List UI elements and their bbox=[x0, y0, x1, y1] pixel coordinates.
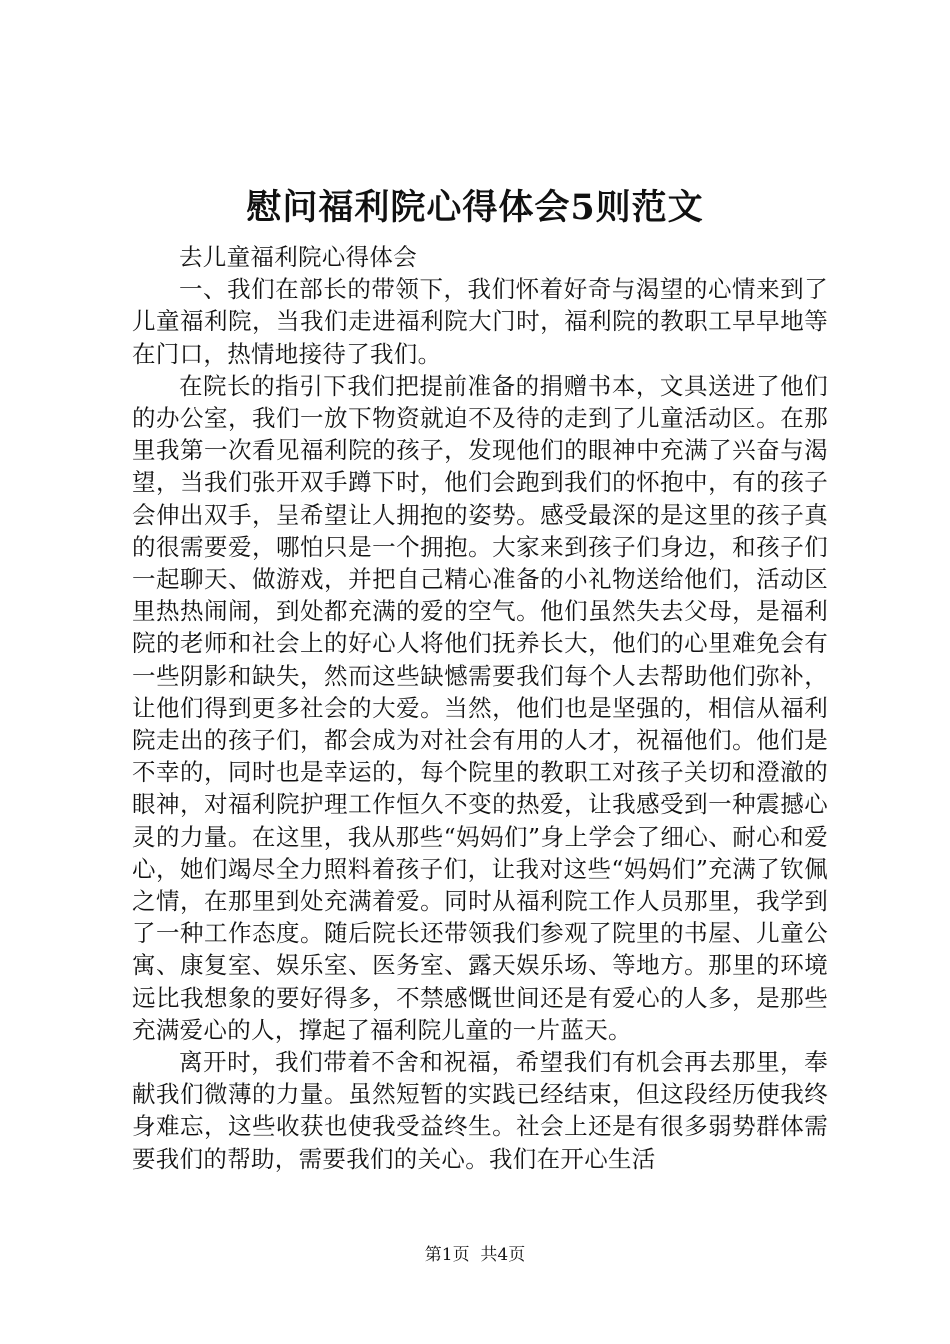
paragraph: 在院长的指引下我们把提前准备的捐赠书本，文具送进了他们的办公室，我们一放下物资就迫不及待的走到了儿童活动区。在那里我第一次看见福利院的孩子，发现他们的眼神中充满了兴奋与渴望，当我们张开双手蹲下时，他们会跑到我们的怀抱中，有的孩子会伸出双手，呈希望让人拥抱的姿势。感受最深的是这里的孩子真的很需要爱，哪怕只是一个拥抱。大家来到孩子们身边，和孩子们一起聊天、做游戏，并把自己精心准备的小礼物送给他们，活动区里热热闹闹，到处都充满的爱的空气。他们虽然失去父母，是福利院的老师和社会上的好心人将他们抚养长大，他们的心里难免会有一些阴影和缺失，然而这些缺憾需要我们每个人去帮助他们弥补，让他们得到更多社会的大爱。当然，他们也是坚强的，相信从福利院走出的孩子们，都会成为对社会有用的人才，祝福他们。他们是不幸的，同时也是幸运的，每个院里的教职工对孩子关切和澄澈的眼神，对福利院护理工作恒久不变的热爱，让我感受到一种震撼心灵的力量。在这里，我从那些“妈妈们”身上学会了细心、耐心和爱心，她们竭尽全力照料着孩子们，让我对这些“妈妈们”充满了钦佩之情，在那里到处充满着爱。同时从福利院工作人员那里，我学到了一种工作态度。随后院长还带领我们参观了院里的书屋、儿童公寓、康复室、娱乐室、医务室、露天娱乐场、等地方。那里的环境远比我想象的要好得多，不禁感慨世间还是有爱心的人多，是那些充满爱心的人，撑起了福利院儿童的一片蓝天。 bbox=[132, 371, 828, 1044]
page-number: 第1页 bbox=[424, 1245, 470, 1265]
page-total: 共4页 bbox=[480, 1245, 526, 1265]
page-footer bbox=[0, 1244, 950, 1266]
document-title: 慰问福利院心得体会5则范文 bbox=[246, 187, 704, 228]
paragraph-subtitle: 去儿童福利院心得体会 bbox=[179, 243, 417, 271]
paragraph: 一、我们在部长的带领下，我们怀着好奇与渴望的心情来到了儿童福利院，当我们走进福利院大门时，福利院的教职工早早地等在门口，热情地接待了我们。 bbox=[132, 275, 828, 368]
document-body bbox=[132, 241, 828, 1175]
paragraph: 离开时，我们带着不舍和祝福，希望我们有机会再去那里，奉献我们微薄的力量。虽然短暂的实践已经结束，但这段经历使我终身难忘，这些收获也使我受益终生。社会上还是有很多弱势群体需要我们的帮助，需要我们的关心。我们在开心生活 bbox=[132, 1048, 828, 1173]
